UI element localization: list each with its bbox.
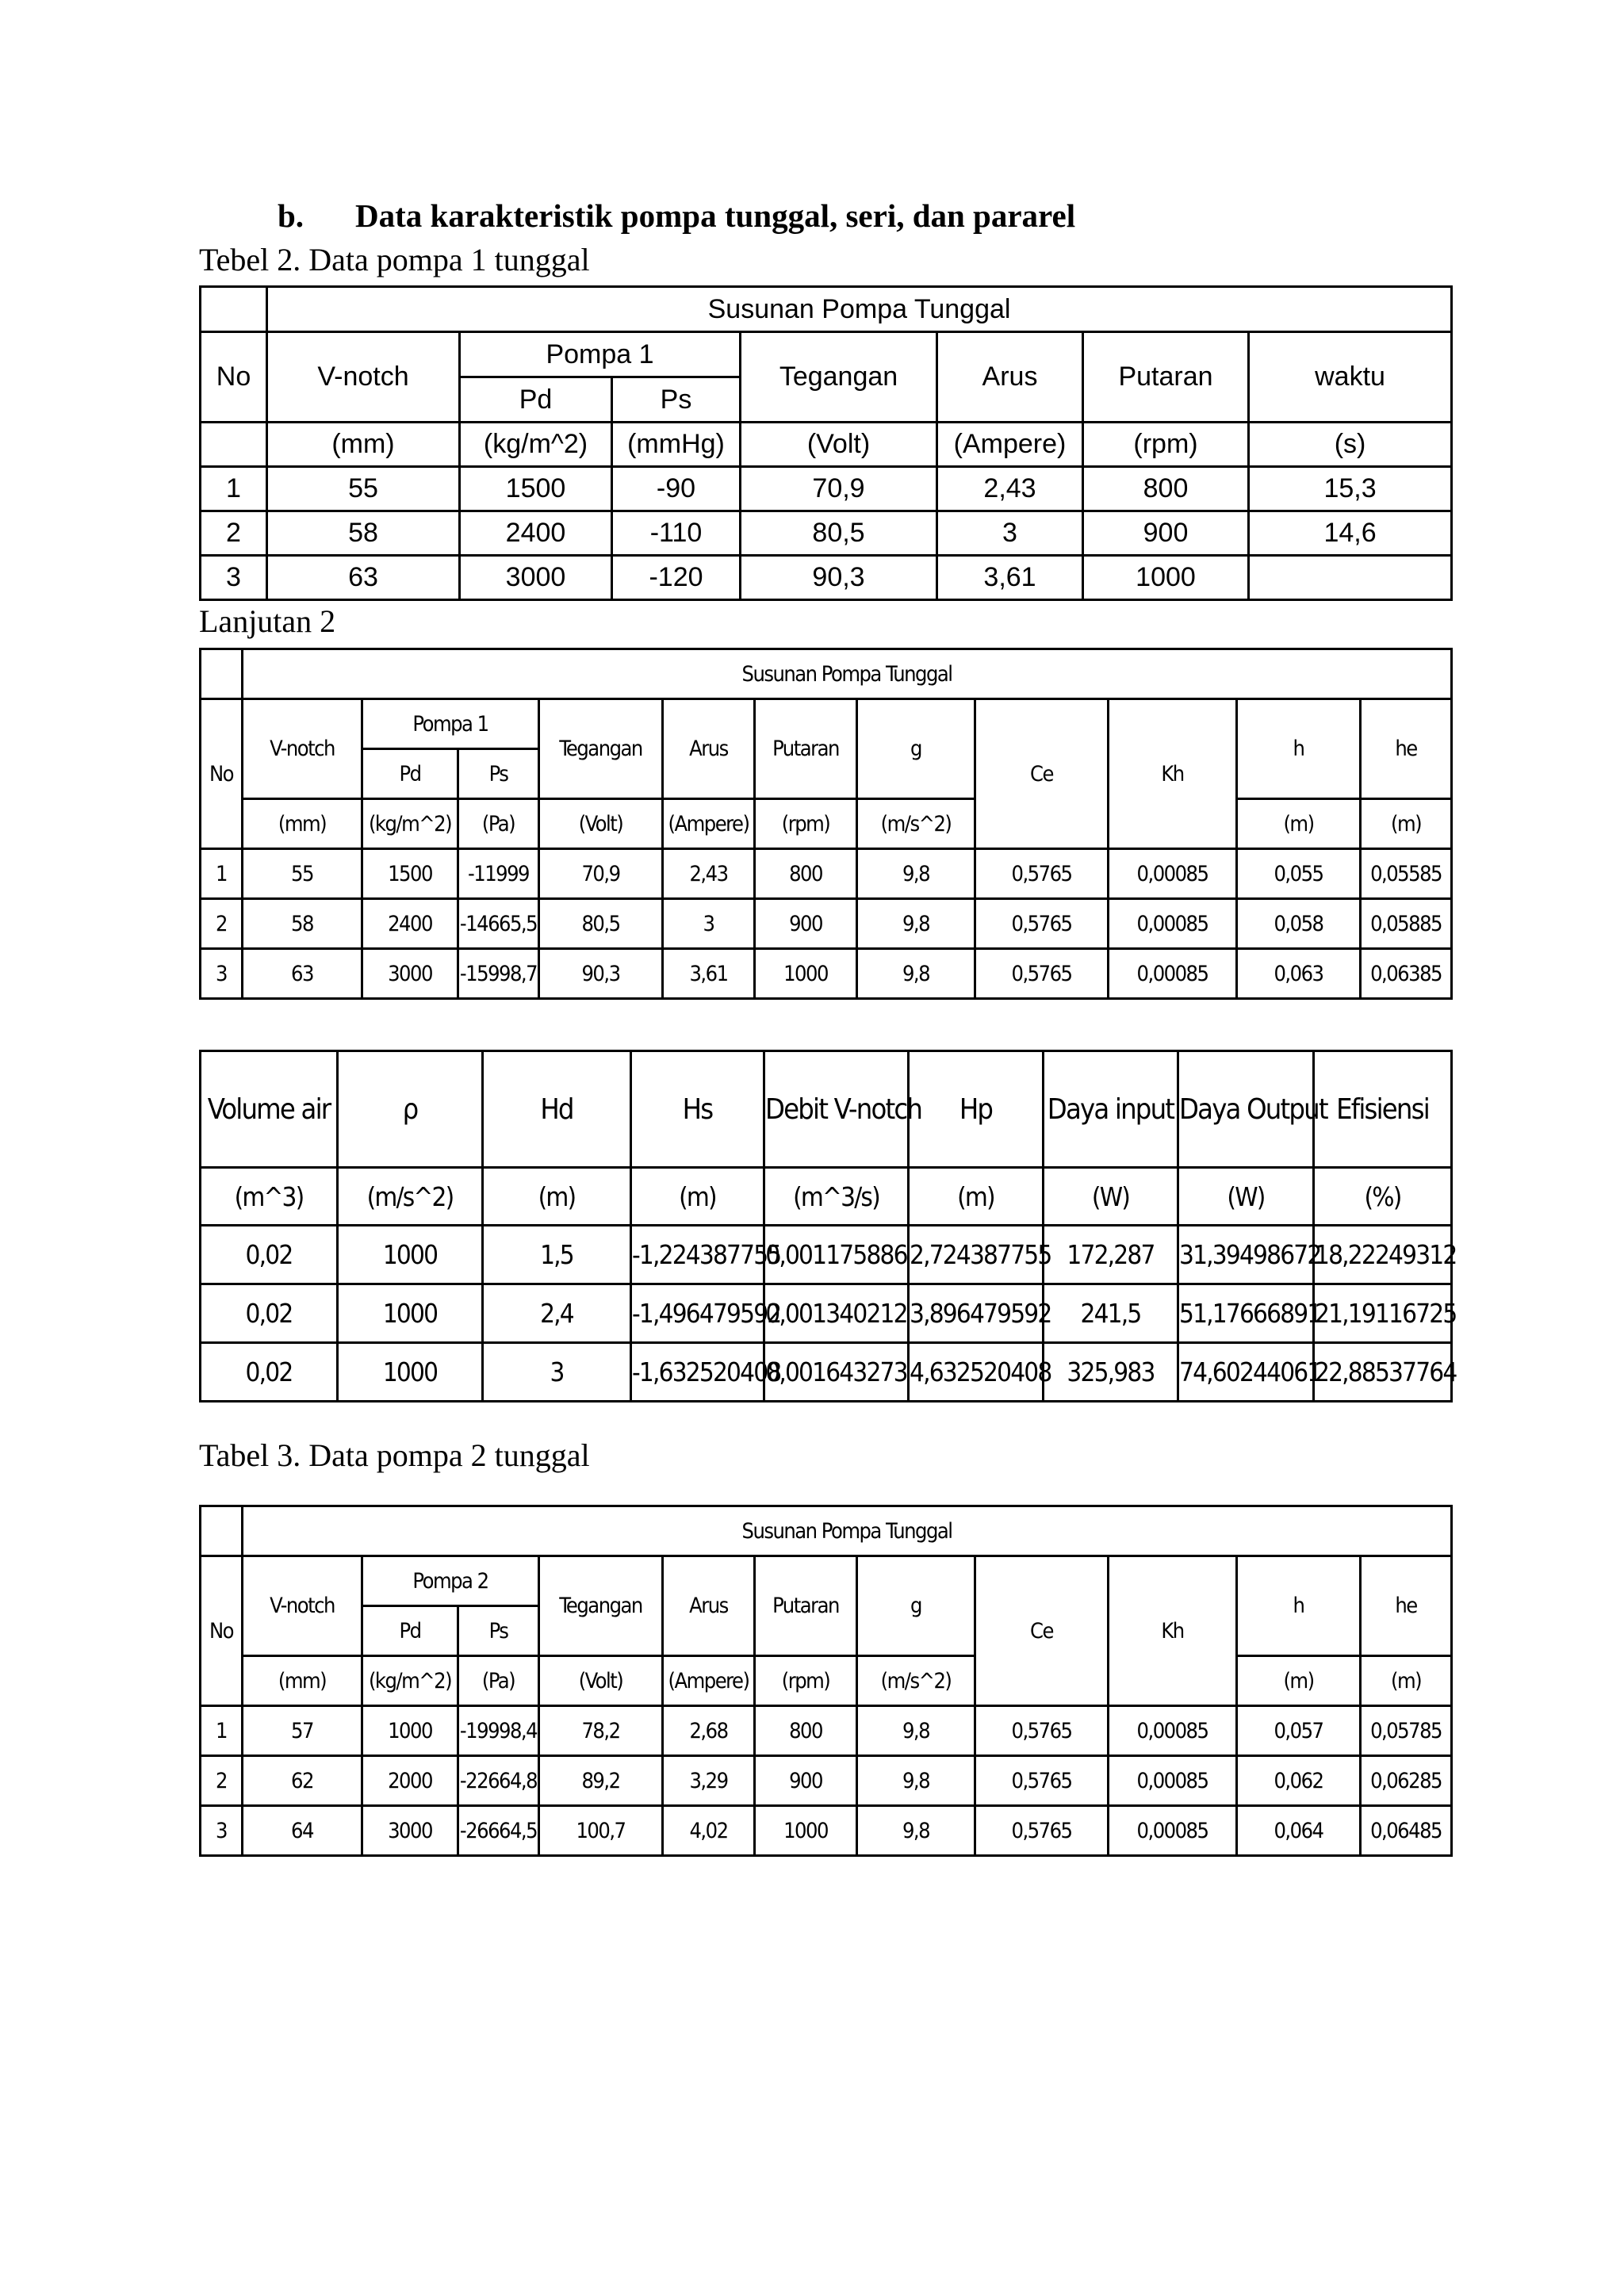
- table-unit-cell: (m): [631, 1168, 764, 1226]
- table-cell: 9,8: [857, 1706, 975, 1756]
- table-cell: 0,05785: [1361, 1706, 1452, 1756]
- table-unit-cell: (Pa): [458, 1656, 539, 1706]
- table-unit-cell: (kg/m^2): [362, 799, 458, 849]
- table-cell: 3000: [362, 1806, 458, 1856]
- table-cell: 800: [755, 849, 857, 899]
- table-cell: 0,00085: [1109, 1756, 1237, 1806]
- lanjutan-caption: Lanjutan 2: [199, 603, 336, 639]
- calc-header-cell: Daya input: [1044, 1051, 1178, 1168]
- table3-ce-header: Ce: [975, 1556, 1109, 1706]
- table-cell: 0,5765: [975, 899, 1109, 949]
- table3-pompa-header: Pompa 2: [362, 1556, 539, 1606]
- table-cell: 0,02: [201, 1343, 338, 1402]
- table-cell: 58: [243, 899, 362, 949]
- table-cell: 800: [1083, 467, 1249, 511]
- table-cell: 55: [243, 849, 362, 899]
- table-cell: 0,00085: [1109, 899, 1237, 949]
- section-heading: [278, 197, 1075, 235]
- table-unit-cell: (Volt): [539, 799, 663, 849]
- table-cell: 172,287: [1044, 1226, 1178, 1284]
- table3-group-header: Susunan Pompa Tunggal: [243, 1506, 1452, 1556]
- table-cell: 31,39498672: [1178, 1226, 1314, 1284]
- table-cell: 90,3: [741, 556, 937, 600]
- table-cell: 1000: [338, 1284, 483, 1343]
- table-cell: 57: [243, 1706, 362, 1756]
- table-cell: 1000: [755, 949, 857, 999]
- table-cell: 90,3: [539, 949, 663, 999]
- calc-header-cell: Debit V-notch: [764, 1051, 909, 1168]
- table-cell: 18,22249312: [1314, 1226, 1452, 1284]
- table-cell: 70,9: [741, 467, 937, 511]
- calc-header-cell: ρ: [338, 1051, 483, 1168]
- table-row: [201, 1284, 1452, 1343]
- table-cell: 1: [201, 849, 243, 899]
- table-cell: 1: [201, 1706, 243, 1756]
- table-cell: -14665,5: [458, 899, 539, 949]
- table-unit-cell: (kg/m^2): [362, 1656, 458, 1706]
- lanjutan-he-header: he: [1361, 699, 1452, 799]
- table-cell: 900: [755, 899, 857, 949]
- table2-units-row: [201, 423, 1452, 467]
- calc-header-cell: Hs: [631, 1051, 764, 1168]
- table-cell: 1000: [338, 1343, 483, 1402]
- table2: [199, 285, 1453, 601]
- table-row: [201, 556, 1452, 600]
- table-cell: 2,68: [663, 1706, 755, 1756]
- table-cell: -11999: [458, 849, 539, 899]
- lanjutan-putaran-header: Putaran: [755, 699, 857, 799]
- lanjutan-no-header: No: [201, 699, 243, 849]
- table2-no-header: No: [201, 332, 267, 423]
- table-row: [201, 1806, 1452, 1856]
- lanjutan-tegangan-header: Tegangan: [539, 699, 663, 799]
- table-unit-cell: (Ampere): [663, 799, 755, 849]
- table-cell: 0,06385: [1361, 949, 1452, 999]
- lanjutan-table: [199, 648, 1453, 1000]
- table-cell: 1000: [362, 1706, 458, 1756]
- table-cell: 2,4: [483, 1284, 631, 1343]
- table3-arus-header: Arus: [663, 1556, 755, 1656]
- table-cell: 1500: [460, 467, 612, 511]
- table-cell: 0,06485: [1361, 1806, 1452, 1856]
- table2-caption: Tebel 2. Data pompa 1 tunggal: [199, 242, 590, 277]
- table3-corner-cell: [201, 1506, 243, 1556]
- table-unit-cell: (Ampere): [663, 1656, 755, 1706]
- calc-header-cell: Efisiensi: [1314, 1051, 1452, 1168]
- table-cell: 0,00085: [1109, 949, 1237, 999]
- table-cell: 0,02: [201, 1226, 338, 1284]
- table-cell: 0,02: [201, 1284, 338, 1343]
- table-unit-cell: (m/s^2): [338, 1168, 483, 1226]
- table-cell: 15,3: [1249, 467, 1452, 511]
- table-unit-cell: (W): [1178, 1168, 1314, 1226]
- table3: [199, 1505, 1453, 1857]
- table-cell: 2000: [362, 1756, 458, 1806]
- table-cell: 3: [201, 949, 243, 999]
- table-cell: 74,60244061: [1178, 1343, 1314, 1402]
- table-cell: 22,88537764: [1314, 1343, 1452, 1402]
- table-cell: 3: [483, 1343, 631, 1402]
- table3-putaran-header: Putaran: [755, 1556, 857, 1656]
- table-unit-cell: (m): [909, 1168, 1044, 1226]
- table-unit-cell: (m^3): [201, 1168, 338, 1226]
- table2-vnotch-header: V-notch: [267, 332, 460, 423]
- table-unit-cell: (s): [1249, 423, 1452, 467]
- table-cell: 325,983: [1044, 1343, 1178, 1402]
- table-unit-cell: (Ampere): [937, 423, 1083, 467]
- table-cell: 62: [243, 1756, 362, 1806]
- lanjutan-units-row: [201, 799, 1452, 849]
- table3-pd-header: Pd: [362, 1606, 458, 1656]
- table-cell: 3,29: [663, 1756, 755, 1806]
- table-unit-cell: (mmHg): [612, 423, 741, 467]
- table-cell: 3: [201, 1806, 243, 1856]
- section-letter: b.: [278, 197, 304, 234]
- table-cell: 9,8: [857, 899, 975, 949]
- table3-no-header: No: [201, 1556, 243, 1706]
- lanjutan-h-header: h: [1237, 699, 1361, 799]
- table-unit-cell: (m): [1237, 799, 1361, 849]
- table-cell: 0,001643273: [764, 1343, 909, 1402]
- calc-header-row: [201, 1051, 1452, 1168]
- table-unit-cell: (m): [1237, 1656, 1361, 1706]
- calc-table: [199, 1050, 1457, 1402]
- table-unit-cell: (m/s^2): [857, 799, 975, 849]
- table-cell: 1000: [1083, 556, 1249, 600]
- table-unit-cell: (mm): [243, 799, 362, 849]
- lanjutan-group-row: [201, 649, 1452, 699]
- table3-he-header: he: [1361, 1556, 1452, 1656]
- table-cell: 0,00085: [1109, 849, 1237, 899]
- table-cell: -19998,4: [458, 1706, 539, 1756]
- table-cell: -1,224387755: [631, 1226, 764, 1284]
- calc-header-cell: Hp: [909, 1051, 1044, 1168]
- table-cell: 0,055: [1237, 849, 1361, 899]
- table-cell: 80,5: [741, 511, 937, 556]
- table-cell: 2,43: [663, 849, 755, 899]
- table-cell: 0,06285: [1361, 1756, 1452, 1806]
- table-cell: -22664,8: [458, 1756, 539, 1806]
- table-cell: 3000: [362, 949, 458, 999]
- table-cell: 0,00085: [1109, 1806, 1237, 1856]
- table-cell: 2400: [460, 511, 612, 556]
- table2-header-row: [201, 332, 1452, 377]
- table2-group-header: Susunan Pompa Tunggal: [267, 287, 1452, 332]
- table-cell: 4,632520408: [909, 1343, 1044, 1402]
- table3-vnotch-header: V-notch: [243, 1556, 362, 1656]
- table-unit-cell: (m): [483, 1168, 631, 1226]
- table-cell: 2,724387755: [909, 1226, 1044, 1284]
- table-cell: 900: [755, 1756, 857, 1806]
- table-cell: 1000: [338, 1226, 483, 1284]
- table3-h-header: h: [1237, 1556, 1361, 1656]
- table-cell: 51,17666891: [1178, 1284, 1314, 1343]
- table-row: [201, 467, 1452, 511]
- table-cell: 0,5765: [975, 1706, 1109, 1756]
- table-unit-cell: (m/s^2): [857, 1656, 975, 1706]
- calc-header-cell: Daya Output: [1178, 1051, 1314, 1168]
- table-cell: 0,05585: [1361, 849, 1452, 899]
- table-cell: 3,61: [937, 556, 1083, 600]
- lanjutan-group-header: Susunan Pompa Tunggal: [243, 649, 1452, 699]
- table-cell: 21,19116725: [1314, 1284, 1452, 1343]
- table-cell: 0,058: [1237, 899, 1361, 949]
- lanjutan-pd-header: Pd: [362, 749, 458, 799]
- table-cell: 63: [267, 556, 460, 600]
- table-cell: 14,6: [1249, 511, 1452, 556]
- table-cell: -15998,7: [458, 949, 539, 999]
- table2-corner-cell: [201, 287, 267, 332]
- table-cell: 900: [1083, 511, 1249, 556]
- lanjutan-ps-header: Ps: [458, 749, 539, 799]
- table-cell: 2: [201, 511, 267, 556]
- table-row: [201, 1343, 1452, 1402]
- lanjutan-arus-header: Arus: [663, 699, 755, 799]
- table-unit-cell: (mm): [243, 1656, 362, 1706]
- table-cell: 3: [663, 899, 755, 949]
- table2-group-row: [201, 287, 1452, 332]
- table-cell: 1: [201, 467, 267, 511]
- table-row: [201, 511, 1452, 556]
- table-cell: -90: [612, 467, 741, 511]
- table-unit-cell: (rpm): [1083, 423, 1249, 467]
- table-cell: 3,896479592: [909, 1284, 1044, 1343]
- table-unit-cell: (Volt): [539, 1656, 663, 1706]
- table-cell: 0,001175886: [764, 1226, 909, 1284]
- table-cell: 2,43: [937, 467, 1083, 511]
- table-cell: 9,8: [857, 1806, 975, 1856]
- calc-units-row: [201, 1168, 1452, 1226]
- table-cell: 0,057: [1237, 1706, 1361, 1756]
- lanjutan-corner-cell: [201, 649, 243, 699]
- table-cell: 2: [201, 1756, 243, 1806]
- table-cell: 0,064: [1237, 1806, 1361, 1856]
- lanjutan-ce-header: Ce: [975, 699, 1109, 849]
- table-cell: -1,632520408: [631, 1343, 764, 1402]
- table3-header-row: [201, 1556, 1452, 1606]
- table-cell: 100,7: [539, 1806, 663, 1856]
- table3-units-row: [201, 1656, 1452, 1706]
- table2-tegangan-header: Tegangan: [741, 332, 937, 423]
- table-cell: 241,5: [1044, 1284, 1178, 1343]
- table-cell: 89,2: [539, 1756, 663, 1806]
- table-row: [201, 1226, 1452, 1284]
- table3-g-header: g: [857, 1556, 975, 1656]
- table-cell: 0,001340212: [764, 1284, 909, 1343]
- table2-ps-header: Ps: [612, 377, 741, 423]
- table-cell: 58: [267, 511, 460, 556]
- table-unit-cell: (Pa): [458, 799, 539, 849]
- table-cell: 2400: [362, 899, 458, 949]
- table-cell: 0,063: [1237, 949, 1361, 999]
- table-unit-cell: (kg/m^2): [460, 423, 612, 467]
- table-unit-cell: (rpm): [755, 1656, 857, 1706]
- lanjutan-kh-header: Kh: [1109, 699, 1237, 849]
- table-cell: 64: [243, 1806, 362, 1856]
- section-title: Data karakteristik pompa tunggal, seri, dan pararel: [355, 197, 1076, 234]
- table-cell: 0,5765: [975, 849, 1109, 899]
- table-cell: 1,5: [483, 1226, 631, 1284]
- table3-tegangan-header: Tegangan: [539, 1556, 663, 1656]
- table-unit-cell: (mm): [267, 423, 460, 467]
- table-cell: 9,8: [857, 1756, 975, 1806]
- table-cell: 0,00085: [1109, 1706, 1237, 1756]
- table-cell: 0,5765: [975, 1756, 1109, 1806]
- table-cell: 0,5765: [975, 949, 1109, 999]
- table-cell: 1500: [362, 849, 458, 899]
- table2-arus-header: Arus: [937, 332, 1083, 423]
- calc-header-cell: Volume air: [201, 1051, 338, 1168]
- table-cell: 78,2: [539, 1706, 663, 1756]
- table-cell: -1,496479592: [631, 1284, 764, 1343]
- lanjutan-g-header: g: [857, 699, 975, 799]
- table-unit-cell: (W): [1044, 1168, 1178, 1226]
- table-cell: 0,5765: [975, 1806, 1109, 1856]
- table2-waktu-header: waktu: [1249, 332, 1452, 423]
- table-row: [201, 1706, 1452, 1756]
- lanjutan-header-row: [201, 699, 1452, 749]
- table-unit-cell: (m^3/s): [764, 1168, 909, 1226]
- table3-caption: Tabel 3. Data pompa 2 tunggal: [199, 1437, 590, 1473]
- table-cell: 3: [937, 511, 1083, 556]
- table-cell: 70,9: [539, 849, 663, 899]
- table-unit-cell: (%): [1314, 1168, 1452, 1226]
- table-row: [201, 899, 1452, 949]
- lanjutan-vnotch-header: V-notch: [243, 699, 362, 799]
- table-cell: 80,5: [539, 899, 663, 949]
- table-row: [201, 1756, 1452, 1806]
- table-unit-cell: (m): [1361, 1656, 1452, 1706]
- table-cell: 3000: [460, 556, 612, 600]
- table3-ps-header: Ps: [458, 1606, 539, 1656]
- table3-group-row: [201, 1506, 1452, 1556]
- table-unit-cell: (rpm): [755, 799, 857, 849]
- table-cell: 55: [267, 467, 460, 511]
- table2-pompa-header: Pompa 1: [460, 332, 741, 377]
- calc-header-cell: Hd: [483, 1051, 631, 1168]
- table-row: [201, 949, 1452, 999]
- table-cell: -110: [612, 511, 741, 556]
- table-cell: [1249, 556, 1452, 600]
- table2-pd-header: Pd: [460, 377, 612, 423]
- table-row: [201, 849, 1452, 899]
- table-cell: 800: [755, 1706, 857, 1756]
- table-cell: 63: [243, 949, 362, 999]
- lanjutan-pompa-header: Pompa 1: [362, 699, 539, 749]
- table-cell: 0,062: [1237, 1756, 1361, 1806]
- table-cell: 3: [201, 556, 267, 600]
- table-cell: 2: [201, 899, 243, 949]
- table-cell: 9,8: [857, 849, 975, 899]
- table3-kh-header: Kh: [1109, 1556, 1237, 1706]
- table-cell: 4,02: [663, 1806, 755, 1856]
- table-cell: -120: [612, 556, 741, 600]
- table-unit-cell: (Volt): [741, 423, 937, 467]
- table2-putaran-header: Putaran: [1083, 332, 1249, 423]
- table-cell: 9,8: [857, 949, 975, 999]
- table-cell: 3,61: [663, 949, 755, 999]
- table2-units-no-cell: [201, 423, 267, 467]
- table-cell: 0,05885: [1361, 899, 1452, 949]
- table-cell: -26664,5: [458, 1806, 539, 1856]
- table-unit-cell: (m): [1361, 799, 1452, 849]
- table-cell: 1000: [755, 1806, 857, 1856]
